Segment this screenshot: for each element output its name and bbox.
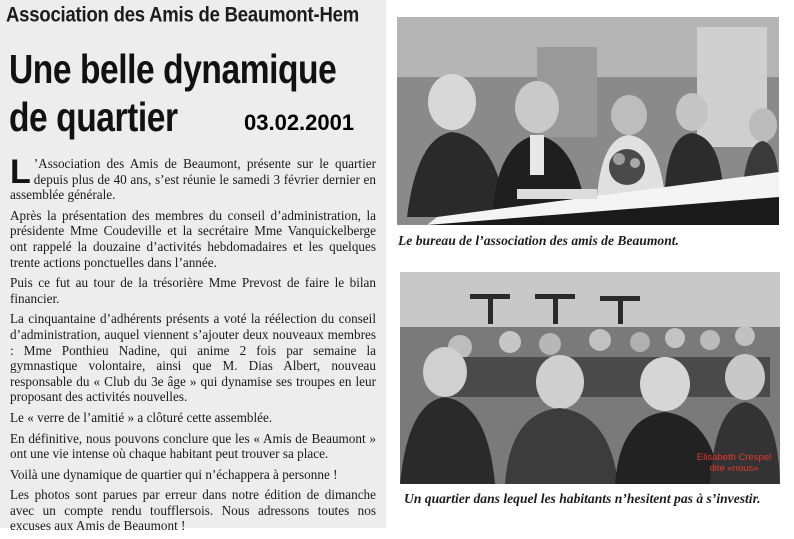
photo-credit: [684, 452, 784, 474]
kicker-title: Association des Amis de Beaumont-Hem: [6, 2, 359, 27]
headline-line-2: de quartier: [9, 95, 178, 141]
paragraph-8: Les photos sont parues par erreur dans notre édition de dimanche avec un compte rendu toufflersois. Nous adressons toutes nos excuses aux Amis de Beaumont !: [10, 487, 376, 534]
paragraph-3: Puis ce fut au tour de la trésorière Mme Prevost de faire le bilan financier.: [10, 275, 376, 306]
paragraph-1: L ’Association des Amis de Beaumont, présente sur le quartier depuis plus de 40 ans, s’est réunie le samedi 3 février dernier en assemblée générale.: [10, 153, 376, 203]
date-stamp: 03.02.2001: [244, 110, 355, 135]
photo-board: [397, 17, 779, 225]
headline-line-1: Une belle dynamique: [9, 47, 337, 93]
paragraph-2: Après la présentation des membres du conseil d’administration, la présidente Mme Coudeville et la secrétaire Mme Vanquickelberge ont rappelé la douzaine d’activités hebdomadaires et les quelques trente actions ponctuelles dans l’année.: [10, 207, 376, 270]
drop-cap: L: [10, 153, 31, 191]
paragraph-6: En définitive, nous pouvons conclure que les « Amis de Beaumont » ont une vie intense où chaque habitant peut trouver sa place.: [10, 430, 376, 462]
paragraph-7: Voilà une dynamique de quartier qui n’échappera à personne !: [10, 466, 338, 482]
photo-caption-2: Un quartier dans lequel les habitants n’hesitent pas à s’investir.: [404, 491, 761, 506]
article-column: [0, 0, 386, 534]
credit-line-1: Elisabeth Crespel: [696, 452, 772, 463]
paragraph-4: La cinquantaine d’adhérents présents a voté la réélection du conseil d’administration, auquel viennent s’ajouter deux nouveaux membres : Mme Ponthieu Nadine, qui anime 2 fois par semaine la gymnastique volontaire, ainsi que M. Dias Albert, nouveau responsable du « Club du 3e âge » qui dynamise ses troupes en leur proposant des activités nouvelles.: [10, 311, 376, 405]
credit-line-2: dite «nous»: [709, 463, 759, 474]
photo-caption-1: Le bureau de l’association des amis de Beaumont.: [398, 233, 679, 248]
article-body: [10, 153, 376, 539]
paragraph-5: Le « verre de l’amitié » a clôturé cette assemblée.: [10, 409, 273, 425]
